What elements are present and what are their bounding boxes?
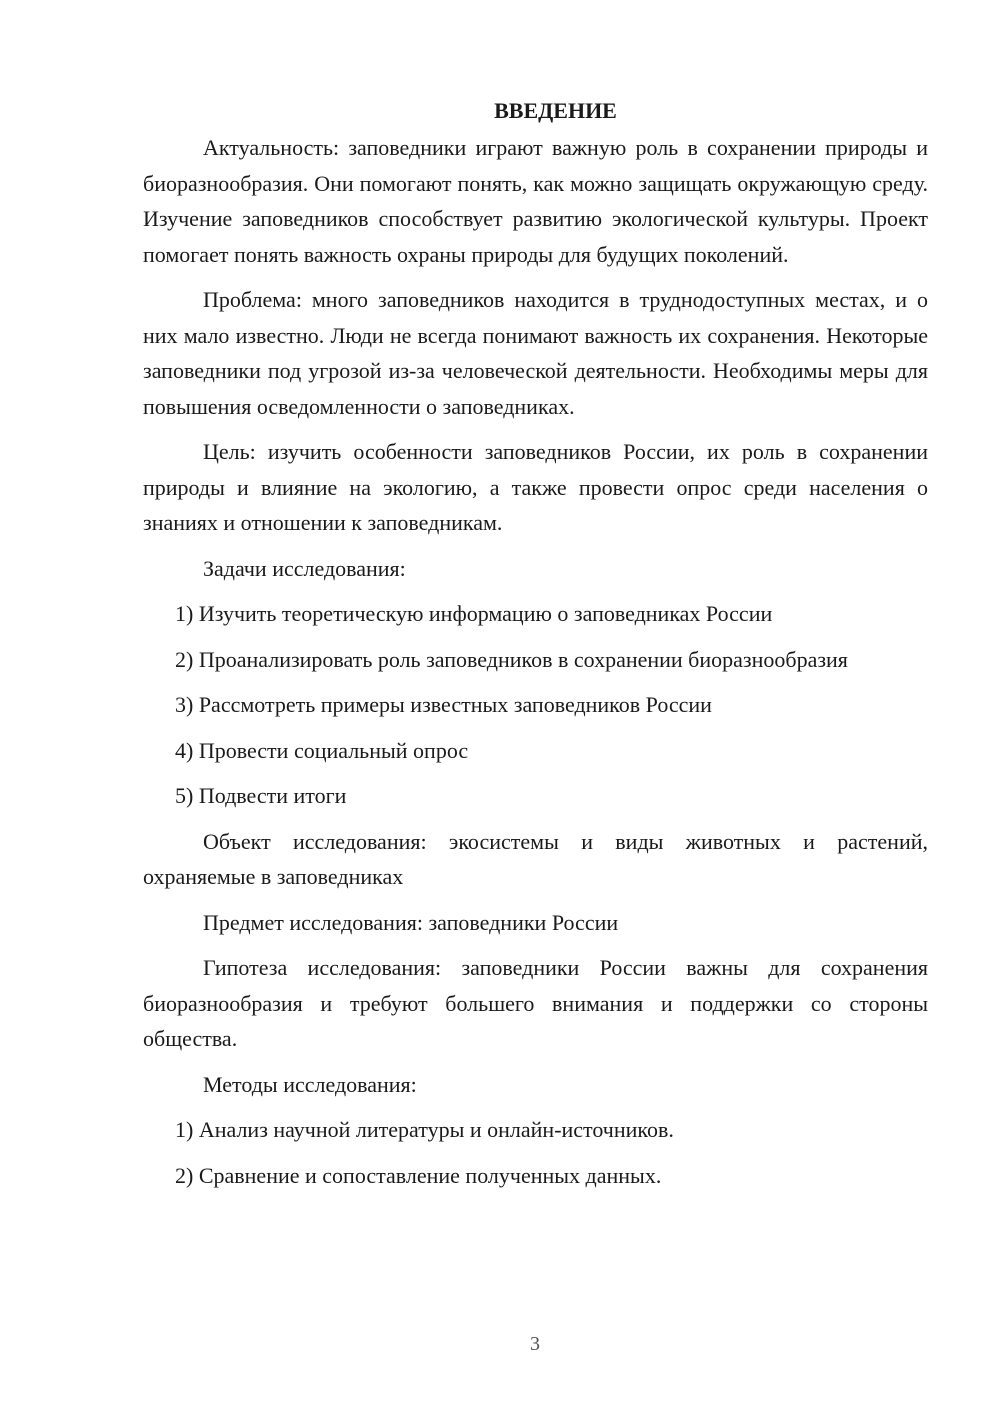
paragraph-object: Объект исследования: экосистемы и виды животных и растений, охраняемые в заповедниках bbox=[143, 828, 928, 889]
task-item: 4) Провести социальный опрос bbox=[175, 737, 469, 763]
task-item: 2) Проанализировать роль заповедников в сохранении биоразнообразия bbox=[175, 646, 848, 672]
method-item: 2) Сравнение и сопоставление полученных данных. bbox=[175, 1162, 662, 1188]
method-item: 1) Анализ научной литературы и онлайн-источников. bbox=[175, 1117, 674, 1142]
paragraph-relevance: Актуальность: заповедники играют важную роль в сохранении природы и биоразнообразия. Они помогают понять, как можно защищать окружающую среду. Изучение заповедников способствует развитию экологической культуры. Проект помогает понять важность охраны природы для будущих поколений. bbox=[143, 135, 928, 267]
task-item: 5) Подвести итоги bbox=[175, 783, 347, 808]
paragraph-methods-title: Методы исследования: bbox=[203, 1071, 417, 1097]
paragraph-goal: Цель: изучить особенности заповедников России, их роль в сохранении природы и влияние на экологию, а также провести опрос среди населения о знаниях и отношении к заповедникам. bbox=[143, 439, 928, 535]
task-item: 1) Изучить теоретическую информацию о заповедниках России bbox=[175, 601, 773, 626]
paragraph-hypothesis: Гипотеза исследования: заповедники России важны для сохранения биоразнообразия и требуют большего внимания и поддержки со стороны общества. bbox=[143, 955, 928, 1051]
section-heading: ВВЕДЕНИЕ bbox=[494, 98, 617, 123]
paragraph-subject: Предмет исследования: заповедники России bbox=[203, 909, 619, 935]
page-number: 3 bbox=[530, 1333, 540, 1355]
task-item: 3) Рассмотреть примеры известных заповедников России bbox=[175, 692, 712, 717]
document-page bbox=[143, 96, 928, 1203]
paragraph-tasks-title: Задачи исследования: bbox=[203, 555, 406, 581]
paragraph-problem: Проблема: много заповедников находится в труднодоступных местах, и о них мало известно. Люди не всегда понимают важность их сохранения. Некоторые заповедники под угрозой из-за человеческой деятельности. Необходимы меры для повышения осведомленности о заповедниках. bbox=[143, 287, 928, 419]
